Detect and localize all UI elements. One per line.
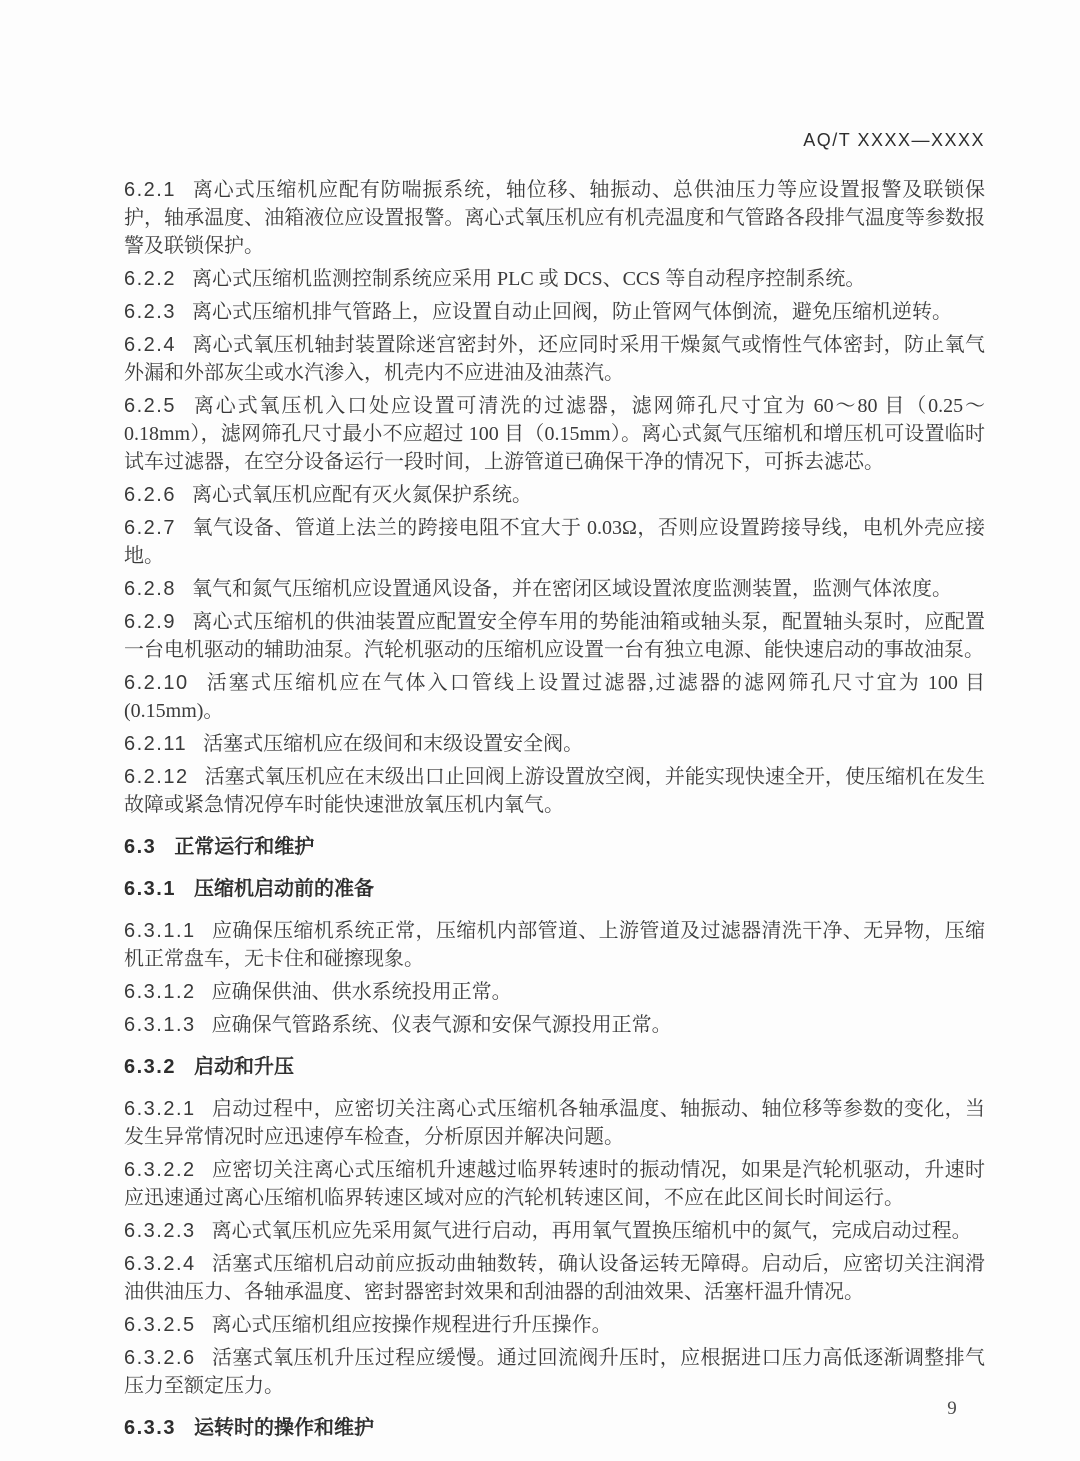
clause-6-3-2-1: [124, 1095, 985, 1151]
clause-text: 应密切关注离心式压缩机升速越过临界转速时的振动情况，如果是汽轮机驱动，升速时应迅速通过离心压缩机临界转速区域对应的汽轮机转速区间，不应在此区间长时间运行。: [124, 1159, 985, 1209]
heading-text: 正常运行和维护: [174, 836, 315, 858]
heading-6-3-2: [124, 1053, 985, 1081]
clause-6-2-6: [124, 481, 985, 509]
clause-6-2-11: [124, 730, 985, 758]
clause-number: 6.2.4: [124, 334, 176, 356]
clause-text: 氧气设备、管道上法兰的跨接电阻不宜大于 0.03Ω，否则应设置跨接导线，电机外壳应接地。: [124, 517, 985, 567]
clause-number: 6.2.2: [124, 268, 176, 290]
clause-6-2-2: [124, 265, 985, 293]
clause-6-2-9: [124, 608, 985, 664]
clause-number: 6.3.2.1: [124, 1098, 196, 1120]
heading-number: 6.3.1: [124, 878, 176, 900]
clause-6-2-3: [124, 298, 985, 326]
clause-6-2-1: [124, 176, 985, 260]
heading-number: 6.3.2: [124, 1056, 176, 1078]
clause-6-3-2-5: [124, 1311, 985, 1339]
clause-6-2-12: [124, 763, 985, 819]
clause-text: 活塞式压缩机启动前应扳动曲轴数转，确认设备运转无障碍。启动后，应密切关注润滑油供油压力、各轴承温度、密封器密封效果和刮油器的刮油效果、活塞杆温升情况。: [124, 1253, 985, 1303]
clause-text: 启动过程中，应密切关注离心式压缩机各轴承温度、轴振动、轴位移等参数的变化，当发生异常情况时应迅速停车检查，分析原因并解决问题。: [124, 1098, 985, 1148]
clause-number: 6.3.1.2: [124, 981, 196, 1003]
clause-text: 应确保供油、供水系统投用正常。: [211, 981, 512, 1003]
clause-number: 6.2.9: [124, 611, 176, 633]
heading-text: 压缩机启动前的准备: [193, 878, 374, 900]
clause-text: 离心式压缩机组应按操作规程进行升压操作。: [211, 1314, 612, 1336]
clause-6-2-5: [124, 392, 985, 476]
heading-text: 运转时的操作和维护: [193, 1417, 374, 1439]
clause-number: 6.2.12: [124, 766, 189, 788]
clause-text: 离心式氧压机轴封装置除迷宫密封外，还应同时采用干燥氮气或惰性气体密封，防止氧气外漏和外部灰尘或水汽渗入，机壳内不应进油及油蒸汽。: [124, 334, 985, 384]
clause-number: 6.2.7: [124, 517, 176, 539]
clause-6-3-2-2: [124, 1156, 985, 1212]
clause-number: 6.2.6: [124, 484, 176, 506]
clause-text: 离心式氧压机应配有灭火氮保护系统。: [191, 484, 532, 506]
clause-text: 活塞式压缩机应在级间和末级设置安全阀。: [203, 733, 584, 755]
clause-text: 氧气和氮气压缩机应设置通风设备，并在密闭区域设置浓度监测装置，监测气体浓度。: [191, 578, 952, 600]
clause-text: 应确保压缩机系统正常，压缩机内部管道、上游管道及过滤器清洗干净、无异物，压缩机正常盘车，无卡住和碰擦现象。: [124, 920, 985, 970]
clause-6-3-1-2: [124, 978, 985, 1006]
clause-6-3-2-6: [124, 1344, 985, 1400]
heading-number: 6.3.3: [124, 1417, 176, 1439]
clause-number: 6.2.11: [124, 733, 188, 755]
clause-number: 6.3.2.2: [124, 1159, 196, 1181]
clause-text: 离心式压缩机的供油装置应配置安全停车用的势能油箱或轴头泵，配置轴头泵时，应配置一台电机驱动的辅助油泵。汽轮机驱动的压缩机应设置一台有独立电源、能快速启动的事故油泵。: [124, 611, 985, 661]
clause-6-2-10: [124, 669, 985, 725]
clause-number: 6.2.3: [124, 301, 176, 323]
clause-number: 6.3.1.1: [124, 920, 196, 942]
clause-text: 离心式氧压机入口处应设置可清洗的过滤器，滤网筛孔尺寸宜为 60～80 目（0.25～0.18mm），滤网筛孔尺寸最小不应超过 100 目（0.15mm）。离心式氮气压缩机和增压机可设置临时试车过滤器，在空分设备运行一段时间，上游管道已确保干净的情况下，可拆去滤芯。: [124, 395, 985, 473]
clause-number: 6.3.1.3: [124, 1014, 196, 1036]
clause-6-3-1-3: [124, 1011, 985, 1039]
clause-text: 离心式压缩机应配有防喘振系统，轴位移、轴振动、总供油压力等应设置报警及联锁保护，轴承温度、油箱液位应设置报警。离心式氧压机应有机壳温度和气管路各段排气温度等参数报警及联锁保护。: [124, 179, 985, 257]
clause-number: 6.2.8: [124, 578, 176, 600]
clause-6-3-1-1: [124, 917, 985, 973]
clause-number: 6.3.2.3: [124, 1220, 196, 1242]
document-body: [124, 176, 985, 1456]
heading-text: 启动和升压: [193, 1056, 294, 1078]
clause-text: 活塞式氧压机升压过程应缓慢。通过回流阀升压时，应根据进口压力高低逐渐调整排气压力至额定压力。: [124, 1347, 985, 1397]
clause-text: 活塞式压缩机应在气体入口管线上设置过滤器,过滤器的滤网筛孔尺寸宜为 100 目(0.15mm)。: [124, 672, 985, 722]
clause-6-2-8: [124, 575, 985, 603]
page-number: 9: [947, 1398, 957, 1419]
clause-text: 活塞式氧压机应在末级出口止回阀上游设置放空阀，并能实现快速全开，使压缩机在发生故障或紧急情况停车时能快速泄放氧压机内氧气。: [124, 766, 985, 816]
heading-6-3-3: [124, 1414, 985, 1442]
clause-6-3-2-3: [124, 1217, 985, 1245]
heading-6-3-1: [124, 875, 985, 903]
clause-number: 6.3.2.6: [124, 1347, 196, 1369]
clause-text: 应确保气管路系统、仪表气源和安保气源投用正常。: [211, 1014, 672, 1036]
heading-6-3: [124, 833, 985, 861]
clause-number: 6.3.2.4: [124, 1253, 196, 1275]
clause-6-3-2-4: [124, 1250, 985, 1306]
clause-number: 6.2.5: [124, 395, 176, 417]
clause-number: 6.2.1: [124, 179, 176, 201]
clause-text: 离心式压缩机排气管路上，应设置自动止回阀，防止管网气体倒流，避免压缩机逆转。: [191, 301, 952, 323]
clause-text: 离心式氧压机应先采用氮气进行启动，再用氧气置换压缩机中的氮气，完成启动过程。: [211, 1220, 972, 1242]
heading-number: 6.3: [124, 836, 157, 858]
clause-6-2-4: [124, 331, 985, 387]
clause-6-2-7: [124, 514, 985, 570]
clause-number: 6.3.2.5: [124, 1314, 196, 1336]
clause-number: 6.2.10: [124, 672, 189, 694]
clause-text: 离心式压缩机监测控制系统应采用 PLC 或 DCS、CCS 等自动程序控制系统。: [191, 268, 866, 290]
standard-code-header: AQ/T XXXX—XXXX: [803, 130, 985, 150]
